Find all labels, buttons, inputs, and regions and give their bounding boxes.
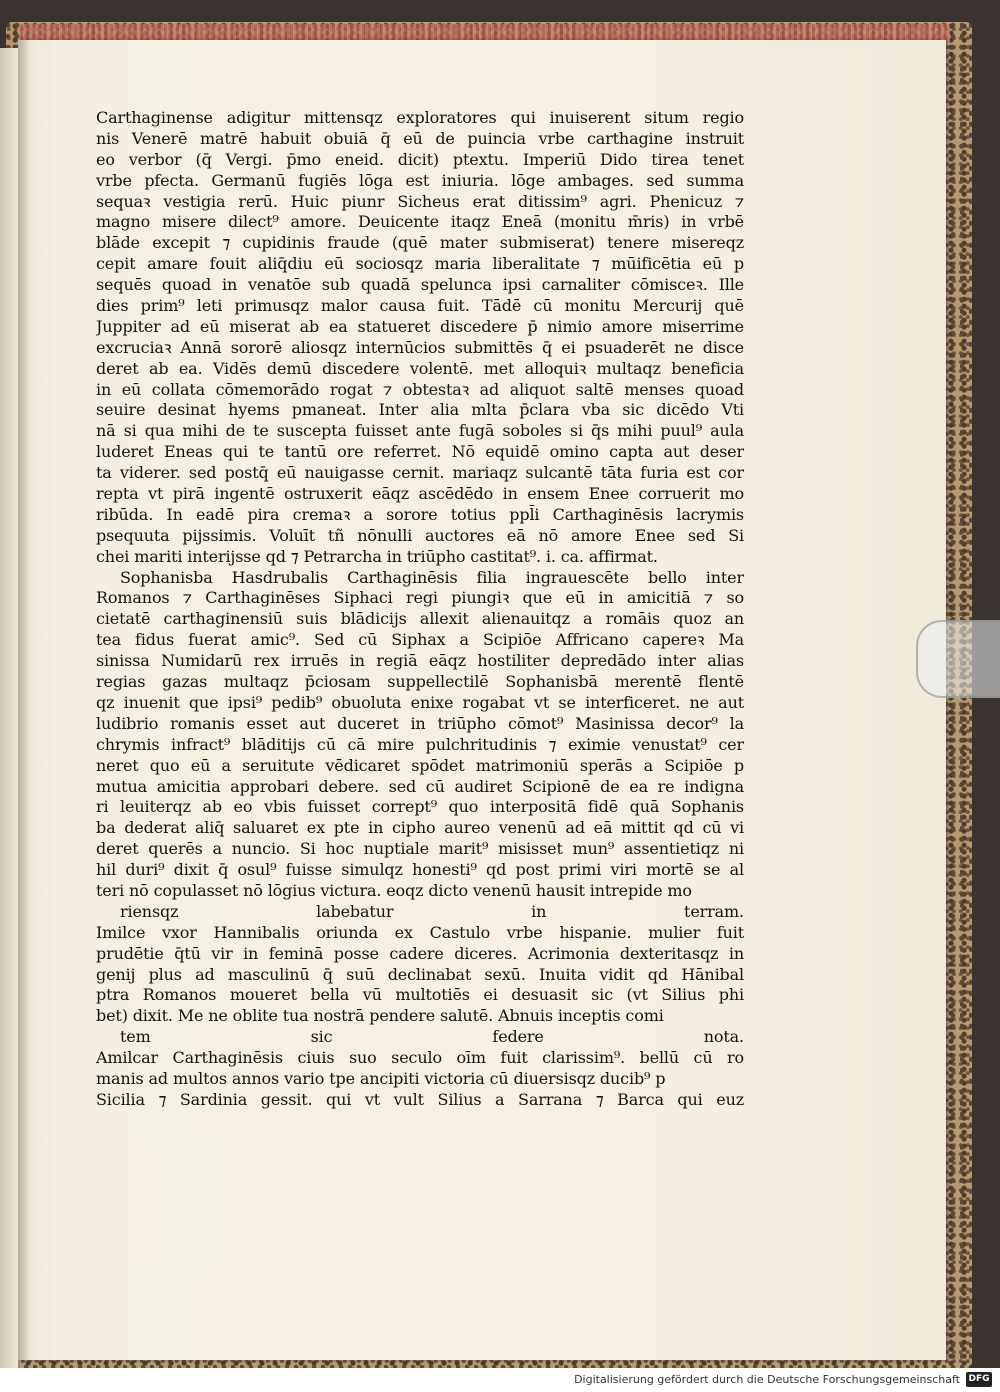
- page-text-block: [96, 108, 744, 1111]
- text-line: neret quo eū a seruitute vēdicaret spōdet matrimoniū sperās a Scipiōe p: [96, 755, 744, 775]
- page-tab-marker: [916, 620, 1000, 698]
- text-line: sequēs quoad in venatōe sub quadā spelunca ipsi carnaliter cōmisceꝛ. Ille: [96, 275, 744, 295]
- text-line: in eū collata cōmemorādo rogat ⁊ obtestaꝛ ad aliquot saltē menses quoad: [96, 379, 744, 399]
- text-line: manis ad multos annos vario tpe ancipiti victoria cū diuersisqz ducib⁹ p: [96, 1068, 666, 1088]
- text-line: ribūda. In eadē pira cremaꝛ a sorore totius ppl̄i Carthaginēsis lacrymis: [96, 504, 744, 524]
- text-line: cietatē carthaginensiū suis blādicijs allexit alienauitqz a romāis quoz an: [96, 609, 744, 629]
- text-line: sequaꝛ vestigia rerū. Huic piunr Sicheus erat ditissim⁹ agri. Phenicuz ⁊: [96, 191, 744, 211]
- text-line: tem sic federe nota.: [120, 1027, 744, 1047]
- text-line: prudētie q̄tū vir in feminā posse cadere diceres. Acrimonia dexteritasqz in: [96, 943, 744, 963]
- text-line: deret ab ea. Vidēs demū discedere volentē. met alloquiꝛ multaqz beneficia: [96, 358, 744, 378]
- text-line: hil duri⁹ dixit q̄ osul⁹ fuisse simulqz honesti⁹ qd post primi viri mortē se al: [96, 860, 744, 880]
- text-line: luderet Eneas qui te tantū ore referret. Nō equidē omino capta aut deser: [96, 442, 744, 462]
- text-line: eo verbor (q̄ Vergi. p̄mo eneid. dicit) ptextu. Imperiū Dido tirea tenet: [96, 149, 744, 169]
- text-line: chrymis infract⁹ blāditijs cū cā mire pulchritudinis ⁊ eximie venustat⁹ cer: [96, 734, 744, 754]
- text-line: dies prim⁹ leti primusqz malor causa fuit. Tādē cū monitu Mercurij quē: [96, 296, 744, 316]
- text-line: Carthaginense adigitur mittensqz exploratores qui inuiserent situm regio: [96, 108, 744, 127]
- text-line: psequuta pijssimis. Voluīt tñ nōnulli auctores eā nō amore Enee sed Si: [96, 525, 744, 545]
- text-line: Romanos ⁊ Carthaginēses Siphaci regi piungiꝛ que eū in amicitiā ⁊ so: [96, 588, 744, 608]
- text-line: deret querēs a nuncio. Si hoc nuptiale marit⁹ misisset mun⁹ assentietiqz ni: [96, 839, 744, 859]
- text-line: ri leuiterqz ab eo vbis fuisset corrept⁹ quo interpositā fidē quā Sophanis: [96, 797, 744, 817]
- text-line: ludibrio romanis esset aut duceret in triūpho cōmot⁹ Masinissa decor⁹ la: [96, 713, 744, 733]
- text-line: Sicilia ⁊ Sardinia gessit. qui vt vult Silius a Sarrana ⁊ Barca qui euz: [96, 1089, 744, 1109]
- dfg-logo-icon: DFG: [966, 1372, 992, 1387]
- text-line: cepit amare fouit aliq̄diu eū sociosqz maria liberalitate ⁊ mūificētia eū p: [96, 254, 744, 274]
- text-line: qz inuenit que ipsi⁹ pedib⁹ obuoluta enixe rogabat vt se interficeret. ne aut: [96, 692, 744, 712]
- text-line: genij plus ad masculinū q̄ suū declinabat sexū. Inuita vidit qd Hānibal: [96, 964, 744, 984]
- text-line: vrbe pfecta. Germanū fugiēs lōga est iniuria. lōge ambages. sed summa: [96, 170, 744, 190]
- text-line: sinissa Numidarū rex irruēs in regiā eāqz hostiliter depredādo inter alias: [96, 651, 744, 671]
- text-line: ba dederat aliq̄ saluaret ex pte in cipho aureo venenū ad eā mittit qd cū vi: [96, 818, 744, 838]
- text-line: Imilce vxor Hannibalis oriunda ex Castulo vrbe hispanie. mulier fuit: [96, 922, 744, 942]
- footer-credit: Digitalisierung gefördert durch die Deutsche Forschungsgemeinschaft: [574, 1373, 960, 1386]
- text-line: nis Venerē matrē habuit obuiā q̄ eū de puincia vrbe carthagine instruit: [96, 128, 744, 148]
- text-line: nā si qua mihi de te suscepta fuisset ante fugā soboles si q̄s mihi puul⁹ aula: [96, 421, 744, 441]
- text-line: seuire desinat hyems pmaneat. Inter alia mlta p̄clara vba sic dicēdo Vti: [96, 400, 744, 420]
- text-line: bet) dixit. Me ne oblite tua nostrā pendere salutē. Abnuis inceptis comi: [96, 1006, 664, 1026]
- text-line: chei mariti interijsse qd ⁊ Petrarcha in triūpho castitat⁹. i. ca. affirmat.: [96, 546, 658, 566]
- text-line: tea fidus fuerat amic⁹. Sed cū Siphax a Scipiōe Affricano capereꝛ Ma: [96, 630, 744, 650]
- spine-shadow: [18, 40, 30, 1360]
- text-line: riensqz labebatur in terram.: [120, 901, 744, 921]
- text-line: ta viderer. sed postq̄ eū nauigasse cernit. mariaqz sulcantē tāta furia est cor: [96, 463, 744, 483]
- text-line: magno misere dilect⁹ amore. Deuicente itaqz Eneā (monitu m̄ris) in vrbē: [96, 212, 744, 232]
- text-line: repta vt pirā ingentē ostruxerit eāqz ascēdēdo in ensem Enee corruerit mo: [96, 484, 744, 504]
- text-line: excruciaꝛ Annā sororē aliosqz internūcios submittēs q̄ ei psuaderēt ne disce: [96, 337, 744, 357]
- text-line: blāde excepit ⁊ cupidinis fraude (quē mater submiserat) tenere misereqz: [96, 233, 744, 253]
- text-line: teri nō copulasset nō lōgius victura. eoqz dicto venenū hausit intrepide mo: [96, 880, 692, 900]
- text-line: Juppiter ad eū miserat ab ea statueret discedere p̄ nimio amore miserrime: [96, 316, 744, 336]
- footer-bar: [0, 1368, 1000, 1392]
- text-line: regias gazas multaqz p̄ciosam suppellectilē Sophanisbā merentē flentē: [96, 672, 744, 692]
- text-line: mutua amicitia approbari debere. sed cū audiret Scipionē de ea re indigna: [96, 776, 744, 796]
- text-line: Sophanisba Hasdrubalis Carthaginēsis filia ingrauescēte bello inter: [120, 567, 744, 587]
- text-line: Amilcar Carthaginēsis ciuis suo seculo oīm fuit clarissim⁹. bellū cū ro: [96, 1048, 744, 1068]
- text-line: ptra Romanos moueret bella vū multotiēs ei desuasit sic (vt Silius phi: [96, 985, 744, 1005]
- left-page-edge: [0, 48, 20, 1368]
